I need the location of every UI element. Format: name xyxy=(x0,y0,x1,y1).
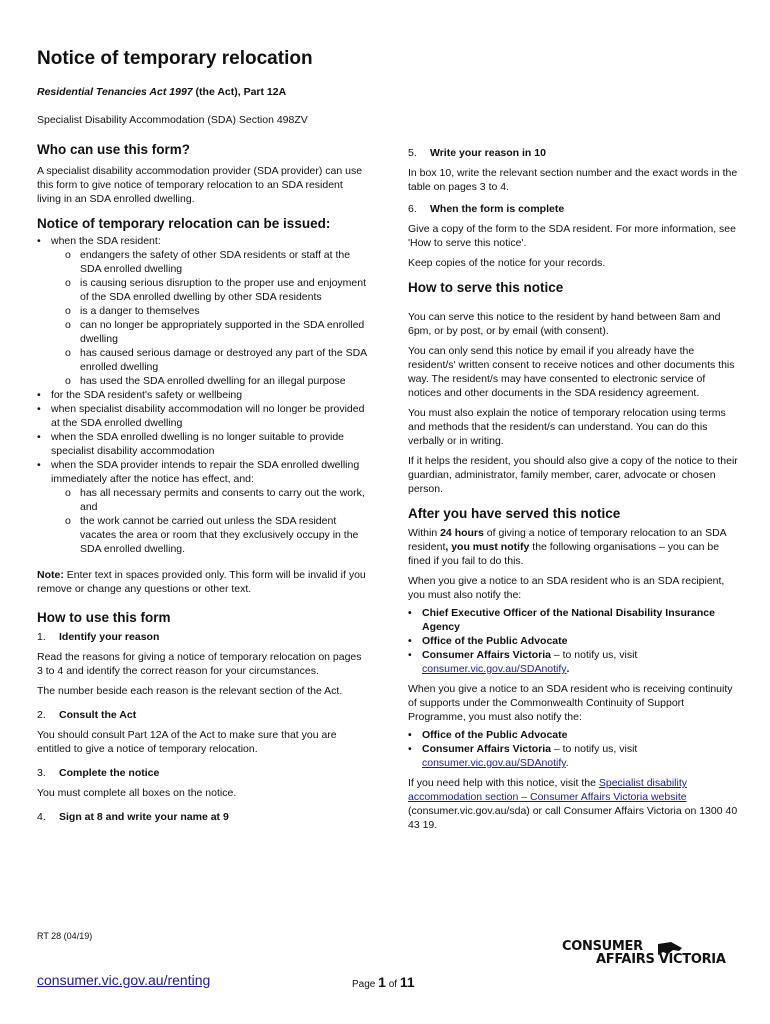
page-number: Page 1 of 11 xyxy=(352,974,415,990)
after-text-3: When you give a notice to an SDA resident who is receiving continuity of supports under the Commonwealth Continuity of Support Programme, you must also notify the: xyxy=(408,683,733,723)
list-item: o has caused serious damage or destroyed any part of the SDA enrolled dwelling xyxy=(65,346,367,374)
sda-section: Specialist Disability Accommodation (SDA) Section 498ZV xyxy=(37,114,308,126)
step-1-text-2: The number beside each reason is the relevant section of the Act. xyxy=(37,685,343,697)
who-text: A specialist disability accommodation provider (SDA provider) can use this form to give notice of temporary relocation to an SDA resident living in an SDA enrolled dwelling. xyxy=(37,165,363,205)
list-item: o is causing serious disruption to the proper use and enjoyment of the SDA enrolled dwelling by other SDA residents xyxy=(65,276,367,304)
help-text: If you need help with this notice, visit the Specialist disability accommodation section – Consumer Affairs Victoria website (consumer.vic.gov.au/sda) or call Consumer Affairs Victoria on 1300 40 43 19. xyxy=(408,777,738,831)
list-item: o has used the SDA enrolled dwelling for an illegal purpose xyxy=(65,374,367,388)
repair-sublist xyxy=(51,486,367,556)
serve-heading: How to serve this notice xyxy=(408,280,564,295)
after-text-1: Within 24 hours of giving a notice of temporary relocation to an SDA resident, you must notify the following organisations – you can be fined if you fail to do this. xyxy=(408,527,727,567)
resident-sublist xyxy=(51,248,367,388)
form-code: RT 28 (04/19) xyxy=(37,931,93,941)
list-item: • when specialist disability accommodation will no longer be provided at the SDA enrolled dwelling xyxy=(37,402,367,430)
step-1-text: Read the reasons for giving a notice of temporary relocation on pages 3 to 4 and identify the correct reason for your circumstances. xyxy=(37,651,362,677)
who-heading: Who can use this form? xyxy=(37,142,191,157)
step-6: 6. When the form is complete xyxy=(408,203,565,215)
how-heading: How to use this form xyxy=(37,610,171,625)
list-item: • Chief Executive Officer of the National Disability Insurance Agency xyxy=(408,606,738,634)
list-item: • Office of the Public Advocate xyxy=(408,728,738,742)
note-text: Note: Enter text in spaces provided only. This form will be invalid if you remove or change any questions or other text. xyxy=(37,569,366,595)
list-item: • when the SDA resident: o endangers the safety of other SDA residents or staff at the SDA enrolled dwelling o is causing serious disruption to the proper use and enjoyment of the SDA enrolled dwelling by other SDA residents o is a danger to themselves o can no longer be appropriately supported in the SDA enrolled dwelling o has caused serious damage or destroyed any part of the SDA enrolled dwelling o has used the SDA enrolled dwelling for an illegal purpose xyxy=(37,234,367,388)
list-item: o endangers the safety of other SDA residents or staff at the SDA enrolled dwelling xyxy=(65,248,367,276)
sda-notify-link[interactable]: consumer.vic.gov.au/SDAnotify xyxy=(422,663,567,675)
page-title: Notice of temporary relocation xyxy=(37,48,313,69)
step-2: 2. Consult the Act xyxy=(37,709,137,721)
after-text-2: When you give a notice to an SDA resident who is an SDA recipient, you must also notify the: xyxy=(408,575,725,601)
list-item: • when the SDA provider intends to repair the SDA enrolled dwelling immediately after the notice has effect, and: o has all necessary permits and consents to carry out the work, and o the work cannot be carried out unless the SDA resident vacates the area or room that they exclusively occupy in the SDA enrolled dwelling. xyxy=(37,458,367,556)
step-5-text: In box 10, write the relevant section number and the exact words in the table on pages 3 to 4. xyxy=(408,167,738,193)
step-1: 1. Identify your reason xyxy=(37,631,160,643)
step-5: 5. Write your reason in 10 xyxy=(408,147,546,159)
serve-text-1: You can serve this notice to the resident by hand between 8am and 6pm, or by post, or by email (with consent). xyxy=(408,311,721,337)
victoria-map-icon xyxy=(657,940,683,956)
list-item: • Office of the Public Advocate xyxy=(408,634,738,648)
step-6-text-2: Keep copies of the notice for your records. xyxy=(408,257,606,269)
list-item: o has all necessary permits and consents to carry out the work, and xyxy=(65,486,367,514)
left-column xyxy=(37,142,367,830)
list-item: • when the SDA enrolled dwelling is no longer suitable to provide specialist disability accommodation xyxy=(37,430,367,458)
right-column xyxy=(408,146,738,838)
after-heading: After you have served this notice xyxy=(408,506,621,521)
issued-heading: Notice of temporary relocation can be issued: xyxy=(37,216,331,231)
org-list-1 xyxy=(408,606,738,676)
list-item: o the work cannot be carried out unless the SDA resident vacates the area or room that they exclusively occupy in the SDA enrolled dwelling. xyxy=(65,514,367,556)
sda-website-link[interactable]: Specialist disability accommodation section – Consumer Affairs Victoria website xyxy=(408,777,687,803)
cav-logo: CONSUMER AFFAIRS VICTORIA xyxy=(562,939,726,967)
list-item: o can no longer be appropriately supported in the SDA enrolled dwelling xyxy=(65,318,367,346)
act-reference: Residential Tenancies Act 1997 (the Act), Part 12A xyxy=(37,86,287,98)
sda-notify-link-2[interactable]: consumer.vic.gov.au/SDAnotify xyxy=(422,757,566,769)
list-item: • Consumer Affairs Victoria – to notify us, visit consumer.vic.gov.au/SDAnotify. xyxy=(408,648,738,676)
step-3: 3. Complete the notice xyxy=(37,767,160,779)
list-item: • Consumer Affairs Victoria – to notify us, visit consumer.vic.gov.au/SDAnotify. xyxy=(408,742,738,770)
step-6-text: Give a copy of the form to the SDA resident. For more information, see 'How to serve this notice'. xyxy=(408,223,736,249)
reasons-list xyxy=(37,234,367,556)
serve-text-4: If it helps the resident, you should also give a copy of the notice to their guardian, administrator, family member, carer, advocate or chosen person. xyxy=(408,455,738,495)
serve-text-3: You must also explain the notice of temporary relocation using terms and methods that the resident/s can understand. You can do this verbally or in writing. xyxy=(408,407,726,447)
step-2-text: You should consult Part 12A of the Act to make sure that you are entitled to give a notice of temporary relocation. xyxy=(37,729,337,755)
serve-text-2: You can only send this notice by email if you already have the resident/s' written consent to receive notices and other documents this way. The resident/s may have consented to electronic service of notices and other documents in the SDA residency agreement. xyxy=(408,345,735,399)
step-4: 4. Sign at 8 and write your name at 9 xyxy=(37,811,229,823)
list-item: o is a danger to themselves xyxy=(65,304,367,318)
renting-link[interactable]: consumer.vic.gov.au/renting xyxy=(37,972,211,988)
org-list-2 xyxy=(408,728,738,770)
step-3-text: You must complete all boxes on the notice. xyxy=(37,787,237,799)
list-item: • for the SDA resident's safety or wellbeing xyxy=(37,388,367,402)
